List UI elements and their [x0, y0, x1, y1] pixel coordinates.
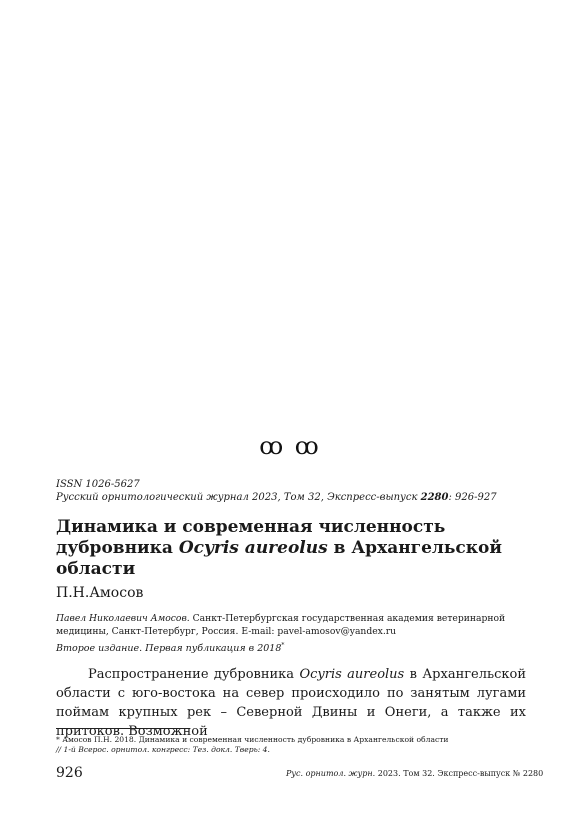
journal-citation-prefix: Русский орнитологический журнал 2023, Том 32, Экспресс-выпуск [56, 492, 421, 503]
affiliation-text: . Санкт-Петербургская государственная академия ветеринарной медицины, Санкт-Петербург, Россия. E-mail: pavel-amosov@yandex.ru [56, 613, 506, 637]
title-part-1: Динамика и современная численность дубровника [56, 517, 446, 558]
footnote-line-2-text: // 1-й Всерос. орнитол. конгресс: Тез. докл. Тверь: 4. [56, 745, 270, 754]
footnote-line-2 [56, 745, 526, 755]
page-number: 926 [56, 765, 83, 781]
affiliation [56, 612, 532, 638]
body-paragraph [56, 665, 526, 741]
running-head [286, 769, 543, 778]
ornament: ꝏ ꝏ [259, 432, 321, 460]
footnote-rule [56, 728, 190, 729]
edition-note [56, 642, 284, 654]
footnote-mark: * [281, 642, 285, 649]
running-head-journal: Рус. орнитол. журн. [286, 769, 376, 778]
title-part-2: в Архангельской области [56, 538, 502, 579]
journal-citation [56, 491, 536, 504]
footnote-line-1: * Амосов П.Н. 2018. Динамика и современная численность дубровника в Архангельской области [56, 735, 449, 744]
author-name: П.Н.Амосов [56, 585, 144, 601]
affiliation-name: Павел Николаевич Амосов [56, 613, 187, 624]
issue-number: 2280 [420, 492, 449, 503]
title-species: Ocyris aureolus [178, 538, 328, 558]
issn: ISSN 1026-5627 [56, 479, 140, 490]
body-part-1: Распространение дубровника [88, 667, 300, 682]
body-part-2: в Архангельской области с юго-востока на север происходило по занятым лугами поймам крупных рек – Северной Двины и Онеги, а также их притоков. Возможной [56, 667, 526, 739]
journal-citation-pages: : 926-927 [448, 492, 497, 503]
body-species: Ocyris aureolus [299, 667, 405, 682]
article-title [56, 517, 536, 580]
running-head-rest: 2023. Том 32. Экспресс-выпуск № 2280 [375, 769, 544, 778]
edition-text: Второе издание. Первая публикация в 2018 [56, 643, 282, 655]
